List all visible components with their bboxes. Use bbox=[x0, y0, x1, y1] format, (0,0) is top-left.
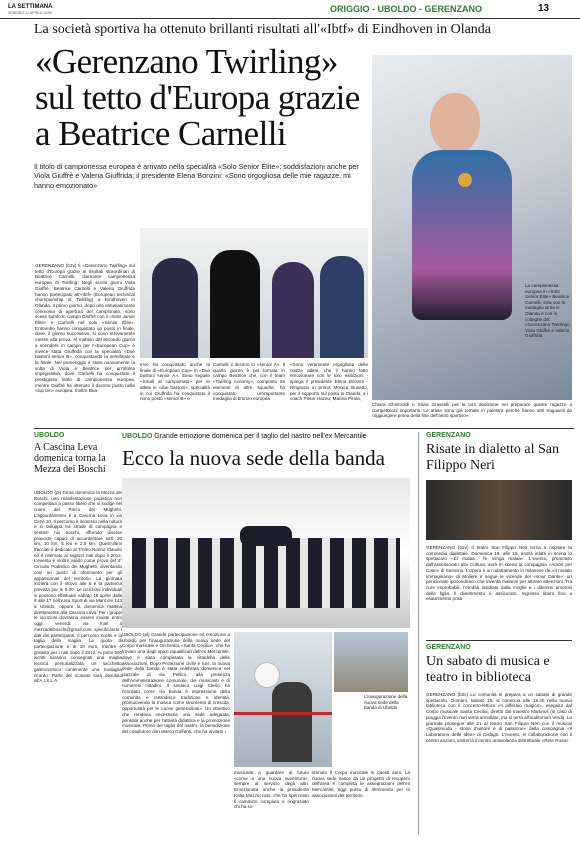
lead-text: «Sono veramente orgogliosa delle nostre atlete, che il hanno fatto emozionare con le loro esibizioni - spiega il presidente Elena Bonzini - Ringrazio in primis Monica Busatto, per il supporto sul posto in Olanda, e i coach Pieter Hazeu, Marina Pirola, bbox=[290, 362, 368, 402]
band-members bbox=[132, 538, 400, 608]
right1-text: GERENZANO (b2v) Il teatro San Filippo Neri torna a ospitare la commedia dialettale. Domenica 19, alle 16, andrà infatti in scena lo spettacolo «El malaa... l'è minga malaa». L'evento, promosso dall'assessorato alla Cultura, avrà in scena la compagnia «Amori per Caso» di Saronno. L'opera è un adattamento in milanese de «Il malato immaginario» di Molière e segue le vicende del «sciur Dante»: un pensionato ipocondriaco che inventa malanni per attirare attenzioni. Tra cure improbabili, l'eredità insidiata dalla moglie e i dilemmi amorosi della figlia, il divertimento è assicurato. Ingresso libero fino a esaurimento posti. bbox=[426, 545, 572, 602]
right1-kicker: GERENZANO bbox=[426, 432, 471, 439]
lead-overline: La società sportiva ha ottenuto brillanti risultati all'«Ibtf» di Eindhoven in Olanda bbox=[34, 22, 492, 37]
lead-headline-line: sul tetto d'Europa grazie bbox=[35, 78, 360, 117]
theater-photo bbox=[426, 480, 572, 540]
right2-body bbox=[426, 692, 572, 835]
champion-caption: La campionessa europea in «Solo Senior Élite» Beatrice Carnelli, sola con la medaglia vinta in Olanda e con le colleghe del «Gerenzano Twirling», Viola Giuffrè e Valeria Giuffrida bbox=[525, 283, 571, 339]
lead-headline-line: a Beatrice Carnelli bbox=[35, 114, 286, 153]
center-col-3 bbox=[312, 770, 410, 835]
center-caption: L'inaugurazione della nuova sede della banda di Uboldo bbox=[364, 694, 408, 711]
lead-text: GERENZANO (b2v) Il «Gerenzano Twirling» sul tetto d'Europa grazie ai risultati straordinari di Beatrice Carnelli, diamante campionessa europea di Twirling. Negli scorsi giorni Viola Giuffrè, Beatrice Carnelli e Valeria Giuffrida hanno partecipato all'«Ibtf» (European technical championship di Twirling) a Eindhoven in Olanda. Il primo giorno, dopo una entusiasmante cerimonia di apertura del campionato, sono scese subito in campo Giuffrè con il «Solo Junior Élite» e Carnelli nel solo «Senior Élite». Entrambe hanno conquistato un posto in finale, dove, il giorno successivo, si sono nuovamente messe alla prova. Al mattino del secondo giorno a scendere in campo per l'«European Cup» è invece stata Giuffrida con la specialità «Due bastoni senior B», conquistando la semifinale e la finale. Nel pomeriggio è stato nuovamente la volta di Viola e Beatrice per un'ultima impegnativa, dove Carnelli ha conquistato il prestigioso titolo di campionessa europea, mentre Giuffrè ha ottenuto il decimo posto nella «top ten» europea. Inoltre Bea- bbox=[35, 263, 135, 394]
left-kicker: UBOLDO bbox=[34, 432, 65, 439]
center-text: musicanti a guardare al futuro «come a una nuova avventura», sempre al servizio degli altri. Emozionata anche la presidente Katia Mazzuccato, che ha ripercorso il cammino compiuto e ringraziato chi ha so- bbox=[234, 770, 309, 810]
center-headline: Ecco la nuova sede della banda bbox=[122, 446, 385, 470]
lead-headline bbox=[35, 44, 365, 152]
section-divider bbox=[34, 428, 574, 429]
center-kicker: UBOLDO bbox=[122, 433, 153, 440]
champion-photo bbox=[372, 55, 572, 400]
paper-name: LA SETTIMANA bbox=[8, 4, 53, 10]
athlete-figure bbox=[272, 262, 314, 358]
band-photo bbox=[122, 478, 410, 628]
right1-body bbox=[426, 545, 572, 637]
page-number: 13 bbox=[538, 3, 550, 14]
left-text: UBOLDO (pl) Torna domenica la Mezza dei Boschi, una manifestazione podistica non competitiva a passo libero che si svolge nel cuore del Parco dei Mughetti. L'appuntamento è a Cascina Leva in via Cervi 10. Il percorso è immerso nella natura e si sviluppa tra strade di campagna e sentieri nei boschi, offrendo diverse proposte capaci di accontentare tutti: 20 km, 10 km, 5 km e 2,5 km. Quest'ultimi tracciati è dedicato al Trofeo Nonno Claudio ed è riservato ai ragazzi nati dopo il 2012. L'evento è inoltre valido come prova del 4° Circuito Podistico dei Mughetti, diventando così un punto di riferimento per gli appassionati del territorio. La giornata inizierà con il ritrovo alle 8 e la partenza prevista per le 9.30. Le iscrizioni individuali si possono effettuare sabato 18 aprile dalle 9 alle 17 nell'Area Sport di via Manzoni 143 a Uboldo, oppure la domenica mattina direttamente alla Cascina Leva. Per i gruppi le iscrizioni dovranno essere inviate entro oggi, venerdì, via mail a mezzadeiboschi@gmail.com, specificando i dati dei partecipanti. Il percorso scelto e la taglia della maglia. La quota di partecipazione è di 10 euro, mentre è gratuita per i nati dopo il 2012. Ai primi 500 iscritti saranno consegnati una maglia tecnica personalizzata, un sacchetto gastronomico contenente una medaglia ricordo. Parte del ricavato sarà devoluto all'A.I.S.L.A. bbox=[34, 490, 122, 684]
coach-figure bbox=[210, 250, 260, 358]
drum-icon bbox=[240, 526, 292, 546]
athlete-figure bbox=[430, 93, 480, 153]
lead-text: Chiara Ghirimoldi e Silvia Grasselli per la loro dedizione nel preparare queste ragazze a competizioni importanti. Le atlete sono già tornate in palestra perché hanno altri traguardi da raggiungere prima della fine dell'anno sportivo». bbox=[372, 402, 572, 419]
lead-text: trice ha conquistato anche la finale di «European Cup» in «Due bastoni senior A». Sono seguite «Small al campionato» per le atlete in «due bastoni», specialità in cui Giuffrida ha conquistato il nono posto «senior B» e bbox=[140, 362, 210, 402]
lead-summary: Il titolo di campionessa europea è arrivato nella specialità «Solo Senior Élite»; soddisfazioni anche per Viola Giuffrè e Valeria Giuffrida; il presidente Elena Bonzini: «Sono orgogliosa delle mie ragazze, mi hanno emozionato» bbox=[34, 162, 359, 190]
right1-headline: Risate in dialetto al San Filippo Neri bbox=[426, 442, 559, 473]
team-photo bbox=[140, 228, 368, 358]
medal-icon bbox=[458, 173, 472, 187]
column-rule bbox=[418, 432, 419, 835]
athlete-figure bbox=[320, 256, 364, 358]
right-divider bbox=[426, 640, 572, 641]
issue-date: VENERDÌ 17 APRILE 2026 bbox=[8, 11, 52, 15]
lead-col-3 bbox=[213, 362, 285, 410]
left-headline: A Cascina Leva domenica torna la Mezza dei Boschi bbox=[34, 442, 106, 475]
lead-text: Carnelli il decimo in «senior A». Il quarto giorno è poi tornata in campo Beatrice che, con il team «Twirling Aceomy», composto da elementi di altre squadre, ha conquistato un'importante medaglia di bronzo europea. bbox=[213, 362, 285, 402]
center-overline: Grande emozione domenica per il taglio del nastro nell'ex Mercantile bbox=[154, 433, 367, 440]
building-photo bbox=[334, 632, 408, 692]
lead-col-2 bbox=[140, 362, 210, 410]
left-body bbox=[34, 490, 122, 835]
right2-headline: Un sabato di musica e teatro in biblioteca bbox=[426, 654, 550, 685]
lead-col-4 bbox=[290, 362, 368, 410]
top-rule bbox=[0, 18, 580, 19]
athlete-figure bbox=[152, 258, 198, 358]
section-header: ORIGGIO - UBOLDO - GERENZANO bbox=[330, 4, 482, 14]
ribbon-photo bbox=[234, 632, 332, 767]
center-col-1 bbox=[122, 632, 230, 837]
right2-kicker: GERENZANO bbox=[426, 644, 471, 651]
mayor-figure bbox=[272, 682, 312, 762]
center-text: UBOLDO (pl) Grande partecipazione ed emozione a Uboldo per l'inaugurazione della nuova sede del Corpo musicale e Orchestra «Santa Cecilia», che ha trovato una degli spazi riqualificati dell'ex Mercantile, dove è stata completata la cittadella delle associazioni. Dopo Protezione civile e Sos, la nuova sede della banda è stata celebrata domenica nel piazzale di via Pellico, alla presenza dell'Amministrazione comunale, dei musicanti e di numerosi cittadini. Il sindaco Luigi Clerici ha ricordato come «la banda è espressione della comunità e custodisce tradizione e identità, promuovendo la musica come strumento di crescita, opportunità per le nuove generazioni». Un obiettivo che rendeva necessaria una sede adeguata, pensata anche per l'attività didattica e la promozione musicale. Prima del taglio del nastro, la benedizione del coadiutore don Marco Guffanti, che ha invitato i bbox=[122, 632, 230, 734]
center-text: stenuto il Corpo musicale in questi anni. La nuova sede nasce da un progetto di recupero dell'area e completa le assegnazioni dell'ex Mercantile, oggi punto di riferimento per le associazioni del territorio. bbox=[312, 770, 410, 798]
lead-headline-line: «Gerenzano Twirling» bbox=[35, 42, 338, 81]
ribbon bbox=[234, 712, 332, 715]
lead-col-1 bbox=[35, 263, 135, 410]
balloon-icon bbox=[254, 662, 280, 688]
right2-text: GERENZANO (b2v) La comunità si prepara a un sabato di grande spettacolo. Domani, sabato 18, si comincia alle 15.30 nella nuova biblioteca con il concerto-lettura «Il pifferaio magico», eseguito dal Corpo musicale Santa Cecilia, diretto dal maestro Martinoli (in caso di pioggia l'evento non verrà annullato, ma si terrà all'auditorium Verdi). La giornata prosegue alle 21 al teatro San Filippo Neri con il musical «Quasimodo - storia d'amore e di passione» della compagnia «Il Laboratorio delle Idee» di Cislago. L'evento, in collaborazione con il centro anziani, sosterrà il centro antiviolenza distrettuale «Rete Rosa». bbox=[426, 692, 572, 743]
center-col-2 bbox=[234, 770, 309, 835]
center-header bbox=[122, 432, 412, 441]
